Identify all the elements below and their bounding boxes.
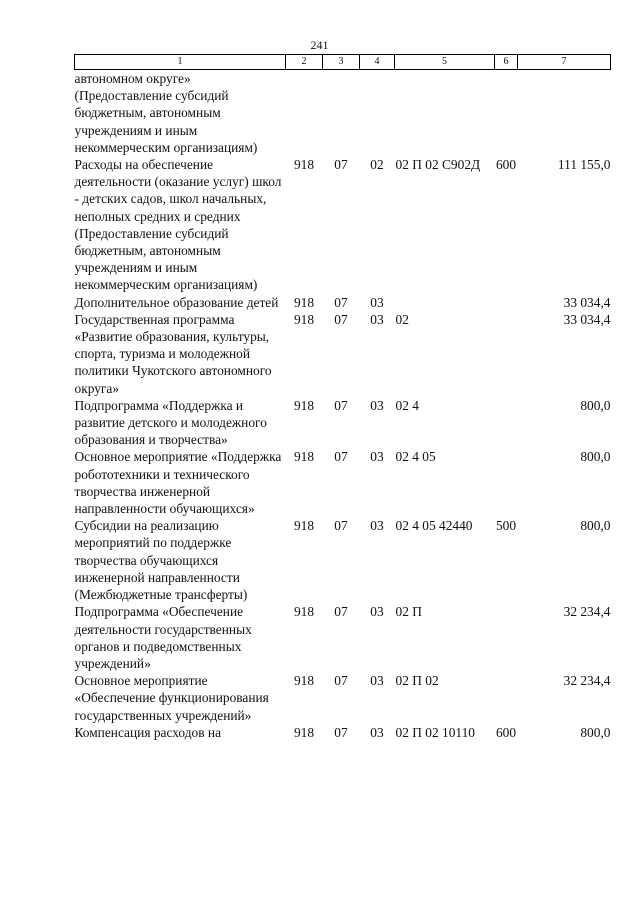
row-ministry-code: 918 xyxy=(293,724,315,740)
table-row xyxy=(75,70,611,157)
row-subsection: 03 xyxy=(370,311,384,327)
header-col-1: 1 xyxy=(75,55,286,70)
row-ministry-code: 918 xyxy=(293,311,315,327)
row-expense-type: 600 xyxy=(495,157,517,173)
row-ministry-code: 918 xyxy=(293,518,315,534)
row-name: Подпрограмма «Поддержка и развитие детского и молодежного образования и творчества» xyxy=(74,397,267,448)
row-ministry-code: 918 xyxy=(293,673,315,689)
row-name: Дополнительное образование детей xyxy=(74,294,279,310)
header-row xyxy=(75,55,611,70)
row-target-article: 02 4 05 xyxy=(395,449,436,465)
header-col-7: 7 xyxy=(518,55,611,70)
row-subsection: 03 xyxy=(370,604,384,620)
row-subsection: 03 xyxy=(370,673,384,689)
row-section: 07 xyxy=(334,604,348,620)
row-expense-type xyxy=(495,294,518,311)
row-section: 07 xyxy=(334,724,348,740)
row-amount: 800,0 xyxy=(580,397,611,413)
row-name: Основное мероприятие «Обеспечение функционирования государственных учреждений» xyxy=(74,673,269,723)
row-ministry-code xyxy=(286,70,323,157)
row-name: Компенсация расходов на xyxy=(74,724,222,740)
table-row xyxy=(75,311,611,397)
row-amount: 32 234,4 xyxy=(563,673,611,689)
table-header xyxy=(75,55,611,70)
row-section: 07 xyxy=(334,157,348,173)
row-target-article: 02 П 02 10110 xyxy=(395,724,475,740)
row-amount xyxy=(518,70,611,157)
header-col-6: 6 xyxy=(495,55,518,70)
row-subsection: 03 xyxy=(370,397,384,413)
row-expense-type xyxy=(495,672,518,724)
row-target-article: 02 П xyxy=(395,604,422,620)
row-name: Расходы на обеспечение деятельности (оказание услуг) школ - детских садов, школ начальных, неполных средних и средних (Предоставление субсидий бюджетным, автономным учреждениям и иным некоммерческим организациям) xyxy=(74,157,282,293)
header-col-2: 2 xyxy=(286,55,323,70)
row-subsection: 03 xyxy=(370,724,384,740)
page-number: 241 xyxy=(310,38,329,52)
row-expense-type: 600 xyxy=(495,724,517,740)
row-expense-type xyxy=(495,397,518,449)
row-target-article: 02 4 05 42440 xyxy=(395,518,473,534)
budget-table xyxy=(74,54,611,741)
row-amount: 800,0 xyxy=(580,449,611,465)
row-name: Субсидии на реализацию мероприятий по поддержке творчества обучающихся инженерной направленности (Межбюджетные трансферты) xyxy=(74,518,248,603)
row-expense-type: 500 xyxy=(495,518,517,534)
row-expense-type xyxy=(495,603,518,672)
header-col-4: 4 xyxy=(360,55,395,70)
table-row xyxy=(75,156,611,294)
row-target-article: 02 xyxy=(395,311,409,327)
row-expense-type xyxy=(495,448,518,517)
row-ministry-code: 918 xyxy=(293,397,315,413)
row-section: 07 xyxy=(334,449,348,465)
table-row xyxy=(75,724,611,741)
row-amount: 800,0 xyxy=(580,724,611,740)
header-col-5: 5 xyxy=(395,55,495,70)
table-row xyxy=(75,517,611,603)
row-ministry-code: 918 xyxy=(293,157,315,173)
row-name: Государственная программа «Развитие образования, культуры, спорта, туризма и молодежной политики Чукотского автономного округа» xyxy=(74,311,272,396)
row-subsection: 03 xyxy=(370,294,384,310)
row-ministry-code: 918 xyxy=(293,604,315,620)
row-section xyxy=(323,70,360,157)
table-body xyxy=(75,70,611,741)
row-ministry-code: 918 xyxy=(293,449,315,465)
row-section: 07 xyxy=(334,673,348,689)
row-subsection: 02 xyxy=(370,157,384,173)
row-ministry-code: 918 xyxy=(293,294,315,310)
row-subsection: 03 xyxy=(370,449,384,465)
row-name: автономном округе» (Предоставление субсидий бюджетным, автономным учреждениям и иным некоммерческим организациям) xyxy=(74,71,258,155)
row-target-article xyxy=(395,70,495,157)
row-target-article: 02 П 02 xyxy=(395,673,439,689)
row-name: Основное мероприятие «Поддержка робототехники и технического творчества инженерной направленности обучающихся» xyxy=(74,449,282,517)
table-row xyxy=(75,397,611,449)
row-target-article: 02 4 xyxy=(395,397,419,413)
row-amount: 33 034,4 xyxy=(563,294,611,310)
row-subsection xyxy=(360,70,395,157)
row-amount: 111 155,0 xyxy=(557,157,611,173)
row-subsection: 03 xyxy=(370,518,384,534)
row-target-article: 02 П 02 С902Д xyxy=(395,157,481,173)
table-row xyxy=(75,603,611,672)
table-row xyxy=(75,294,611,311)
row-expense-type xyxy=(495,70,518,157)
row-section: 07 xyxy=(334,294,348,310)
row-name: Подпрограмма «Обеспечение деятельности государственных органов и подведомственных учреждений» xyxy=(74,604,252,671)
table-row xyxy=(75,448,611,517)
table-row xyxy=(75,672,611,724)
row-expense-type xyxy=(495,311,518,397)
row-amount: 33 034,4 xyxy=(563,311,611,327)
header-col-3: 3 xyxy=(323,55,360,70)
row-amount: 800,0 xyxy=(580,518,611,534)
row-section: 07 xyxy=(334,397,348,413)
row-amount: 32 234,4 xyxy=(563,604,611,620)
row-section: 07 xyxy=(334,518,348,534)
row-section: 07 xyxy=(334,311,348,327)
row-target-article xyxy=(395,294,495,311)
